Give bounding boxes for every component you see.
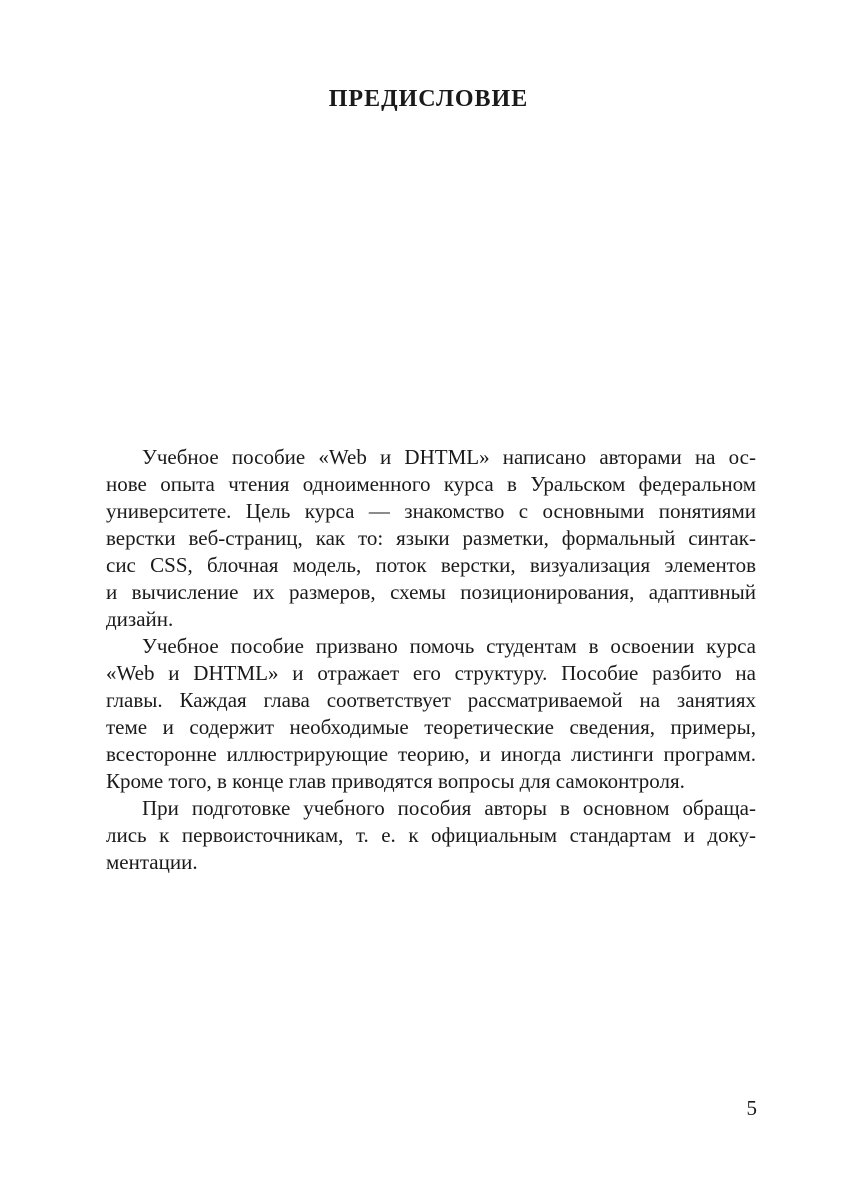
text-line: и вычисление их размеров, схемы позиционирования, адаптивный — [106, 580, 756, 604]
text-line: Учебное пособие «Web и DHTML» написано авторами на ос- — [142, 445, 756, 469]
text-line: дизайн. — [106, 607, 174, 631]
page-number: 5 — [746, 1096, 757, 1120]
text-line: теме и содержит необходимые теоретические сведения, примеры, — [106, 715, 756, 739]
text-line: При подготовке учебного пособия авторы в основном обраща- — [142, 796, 756, 820]
text-line: ментации. — [106, 850, 198, 874]
text-line: сис CSS, блочная модель, поток верстки, визуализация элементов — [106, 553, 756, 577]
text-line: нове опыта чтения одноименного курса в Уральском федеральном — [106, 472, 756, 496]
text-line: всесторонне иллюстрирующие теорию, и иногда листинги программ. — [106, 742, 756, 766]
text-line: главы. Каждая глава соответствует рассматриваемой на занятиях — [106, 688, 756, 712]
text-line: Кроме того, в конце глав приводятся вопросы для самоконтроля. — [106, 769, 685, 793]
text-line: Учебное пособие призвано помочь студентам в освоении курса — [142, 634, 756, 658]
page-title: ПРЕДИСЛОВИЕ — [328, 86, 529, 112]
text-line: верстки веб-страниц, как то: языки разметки, формальный синтак- — [106, 526, 756, 550]
preface-text — [106, 444, 756, 876]
text-line: «Web и DHTML» и отражает его структуру. Пособие разбито на — [106, 661, 756, 685]
text-line: лись к первоисточникам, т. е. к официальным стандартам и доку- — [106, 823, 756, 847]
text-line: университете. Цель курса — знакомство с основными понятиями — [106, 499, 756, 523]
